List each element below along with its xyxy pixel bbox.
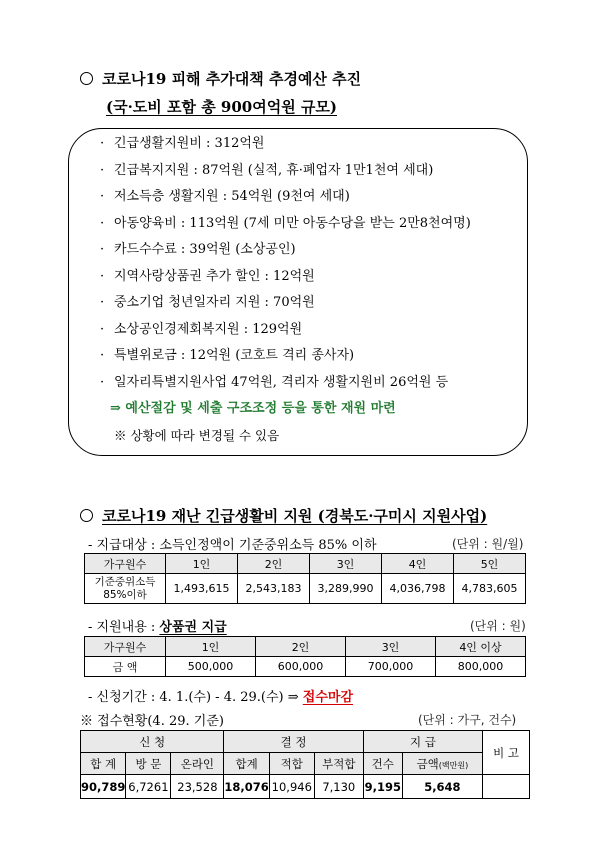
row-label: 금 액 — [85, 657, 166, 677]
table-header-cell: 2인 — [256, 637, 346, 657]
table-header-cell: 3인 — [310, 554, 382, 574]
circle-bullet-icon — [80, 509, 93, 522]
table-cell — [483, 775, 530, 799]
table-cell: 2,543,183 — [238, 574, 310, 604]
table-cell: 800,000 — [436, 657, 526, 677]
income-table — [84, 553, 526, 604]
list-item: · 긴급생활지원비 : 312억원 — [100, 136, 265, 151]
table-cell: 5,648 — [402, 775, 482, 799]
table-header-cell: 1인 — [166, 554, 238, 574]
target-label: - 지급대상 : 소득인정액이 기준중위소득 85% 이하 — [88, 538, 377, 553]
list-item: · 중소기업 청년일자리 지원 : 70억원 — [100, 295, 315, 310]
table-header-cell: 1인 — [166, 637, 256, 657]
table-cell: 10,946 — [269, 775, 314, 799]
budget-item-list — [100, 131, 540, 449]
group-header-decision: 결 정 — [224, 731, 363, 753]
table-cell: 6,7261 — [126, 775, 171, 799]
table-cell: 500,000 — [166, 657, 256, 677]
table-row — [85, 554, 526, 574]
section1-title: 코로나19 피해 추가대책 추경예산 추진 — [80, 68, 361, 89]
table-row — [85, 574, 526, 604]
list-item: · 저소득층 생활지원 : 54억원 (9천여 세대) — [100, 189, 350, 204]
table-header-cell: 방 문 — [126, 753, 171, 775]
remarks-header: 비 고 — [483, 731, 530, 775]
table-row — [85, 637, 526, 657]
table-header-cell: 건수 — [363, 753, 402, 775]
list-item: · 일자리특별지원사업 47억원, 격리자 생활지원비 26억원 등 — [100, 374, 449, 390]
table-row — [81, 775, 530, 799]
table-header-cell: 가구원수 — [85, 637, 166, 657]
table-header-cell: 3인 — [346, 637, 436, 657]
list-item: · 소상공인경제회복지원 : 129억원 — [100, 321, 303, 337]
table-cell: 23,528 — [171, 775, 224, 799]
content-unit: (단위 : 원) — [470, 619, 526, 633]
table-header-cell: 부적합 — [314, 753, 363, 775]
table-cell: 9,195 — [363, 775, 402, 799]
target-unit: (단위 : 원/월) — [452, 537, 524, 551]
voucher-table — [84, 636, 526, 677]
table-header-cell: 금액(백만원) — [402, 753, 482, 775]
status-table — [80, 730, 530, 799]
table-cell: 600,000 — [256, 657, 346, 677]
list-item: · 카드수수료 : 39억원 (소상공인) — [100, 242, 296, 257]
table-cell: 700,000 — [346, 657, 436, 677]
content-label: - 지원내용 : 상품권 지급 — [88, 620, 227, 635]
table-header-cell: 합계 — [224, 753, 269, 775]
list-item: · 특별위로금 : 12억원 (코호트 격리 종사자) — [100, 348, 355, 363]
circle-bullet-icon — [80, 72, 93, 85]
table-row — [81, 753, 530, 775]
table-row — [85, 657, 526, 677]
table-header-cell: 온라인 — [171, 753, 224, 775]
group-header-payment: 지 급 — [363, 731, 482, 753]
table-header-cell: 5인 — [454, 554, 526, 574]
table-header-cell: 4인 이상 — [436, 637, 526, 657]
status-label: ※ 접수현황(4. 29. 기준) — [80, 714, 224, 729]
list-item: · 아동양육비 : 113억원 (7세 미만 아동수당을 받는 2만8천여명) — [100, 215, 471, 231]
table-cell: 1,493,615 — [166, 574, 238, 604]
status-unit: (단위 : 가구, 건수) — [418, 713, 517, 727]
list-item: · 지역사랑상품권 추가 할인 : 12억원 — [100, 268, 315, 284]
table-cell: 7,130 — [314, 775, 363, 799]
footnote: ※ 상황에 따라 변경될 수 있음 — [114, 427, 280, 443]
section1-subtitle: (국·도비 포함 총 900여억원 규모) — [106, 98, 338, 116]
table-cell: 3,289,990 — [310, 574, 382, 604]
table-cell: 90,789 — [81, 775, 126, 799]
table-cell: 4,036,798 — [382, 574, 454, 604]
closed-status: 접수마감 — [302, 690, 354, 705]
table-header-cell: 적합 — [269, 753, 314, 775]
table-cell: 4,783,605 — [454, 574, 526, 604]
row-label: 기준중위소득 85%이하 — [85, 574, 166, 604]
group-header-application: 신 청 — [81, 731, 224, 753]
period-label: - 신청기간 : 4. 1.(수) - 4. 29.(수) ⇒ 접수마감 — [88, 690, 354, 705]
funding-note: ⇒ 예산절감 및 세출 구조조정 등을 통한 재원 마련 — [110, 401, 396, 416]
table-header-cell: 2인 — [238, 554, 310, 574]
table-header-cell: 합 계 — [81, 753, 126, 775]
list-item: · 긴급복지지원 : 87억원 (실적, 휴·폐업자 1만1천여 세대) — [100, 162, 434, 178]
section2-title: 코로나19 재난 긴급생활비 지원 (경북도·구미시 지원사업) — [80, 505, 487, 526]
table-cell: 18,076 — [224, 775, 269, 799]
table-row — [81, 731, 530, 753]
table-header-cell: 4인 — [382, 554, 454, 574]
table-header-cell: 가구원수 — [85, 554, 166, 574]
